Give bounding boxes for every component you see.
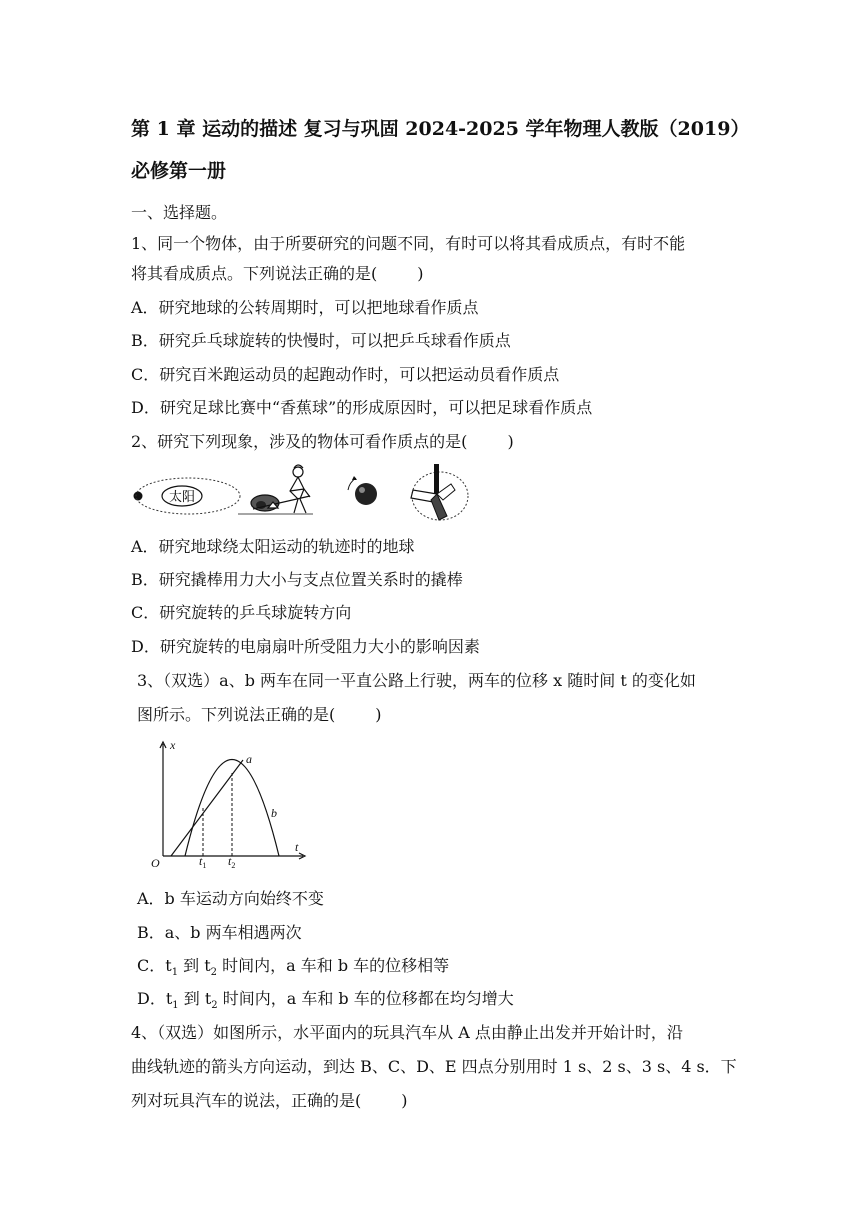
q1-option-d: D．研究足球比赛中“香蕉球”的形成原因时，可以把足球看作质点 [131,398,593,417]
q3-option-d: D．$t_1$ 到 $t_2$ 时间内，a 车和 b 车的位移都在均匀增大 [137,989,514,1012]
q1-option-c: C．研究百米跑运动员的起跑动作时，可以把运动员看作质点 [131,365,560,384]
document-title-line1: 第 1 章 运动的描述 复习与巩固 2024-2025 学年物理人教版（2019） [131,118,750,140]
t2-tick-label: $t_2$ [228,854,236,870]
q2-figure-strip [128,462,478,528]
x-axis-label: x [170,738,176,752]
q1-stem-close: ) [417,264,424,283]
q2-stem-text: 2、研究下列现象，涉及的物体可看作质点的是( [131,432,468,451]
q1-stem-line1: 1、同一个物体，由于所要研究的问题不同，有时可以将其看成质点，有时不能 [131,234,686,253]
q4-stem-close: ) [401,1091,408,1110]
t1-tick-label: $t_1$ [199,854,207,870]
q2-stem-close: ) [507,432,514,451]
series-a-label: a [246,752,252,766]
earth-sun-orbit-figure [134,478,241,514]
spinning-ball-figure [348,476,377,505]
q3-option-c: C．$t_1$ 到 $t_2$ 时间内，a 车和 b 车的位移相等 [137,956,450,979]
q2-option-d: D．研究旋转的电扇扇叶所受阻力大小的影响因素 [131,637,480,656]
q2-option-a: A．研究地球绕太阳运动的轨迹时的地球 [131,537,415,556]
q1-option-a: A．研究地球的公转周期时，可以把地球看作质点 [131,298,479,317]
q2-stem [131,431,514,453]
q1-stem-text: 将其看成质点。下列说法正确的是( [131,264,378,283]
section-heading: 一、选择题。 [131,203,228,222]
q3-stem-close: ) [375,705,382,724]
q3-option-b: B．a、b 两车相遇两次 [137,923,302,942]
q4-stem-line2: 曲线轨迹的箭头方向运动，到达 B、C、D、E 四点分别用时 1 s、2 s、3 s、4 s．下 [131,1057,737,1076]
origin-label: O [151,856,160,870]
q3-xt-graph [145,738,315,870]
q1-stem-line2 [131,263,424,285]
series-b-label: b [271,806,277,820]
q2-option-c: C．研究旋转的乒乓球旋转方向 [131,603,352,622]
document-title-line2: 必修第一册 [131,160,227,182]
crowbar-figure [238,465,313,514]
fan-blades-figure [411,464,468,520]
q3-stem-line1: 3、（双选）a、b 两车在同一平直公路上行驶，两车的位移 x 随时间 t 的变化如 [137,671,696,690]
q3-stem-line2 [137,704,382,726]
q4-stem-text: 列对玩具汽车的说法，正确的是( [131,1091,362,1110]
q4-stem-line1: 4、（双选）如图所示，水平面内的玩具汽车从 A 点由静止出发并开始计时，沿 [131,1023,683,1042]
t-axis-label: t [295,840,299,854]
q1-option-b: B．研究乒乓球旋转的快慢时，可以把乒乓球看作质点 [131,331,511,350]
q3-option-a: A．b 车运动方向始终不变 [137,889,324,908]
sun-label: 太阳 [168,489,196,504]
q3-stem-text: 图所示。下列说法正确的是( [137,705,336,724]
q4-stem-line3 [131,1090,408,1112]
q2-option-b: B．研究撬棒用力大小与支点位置关系时的撬棒 [131,570,463,589]
